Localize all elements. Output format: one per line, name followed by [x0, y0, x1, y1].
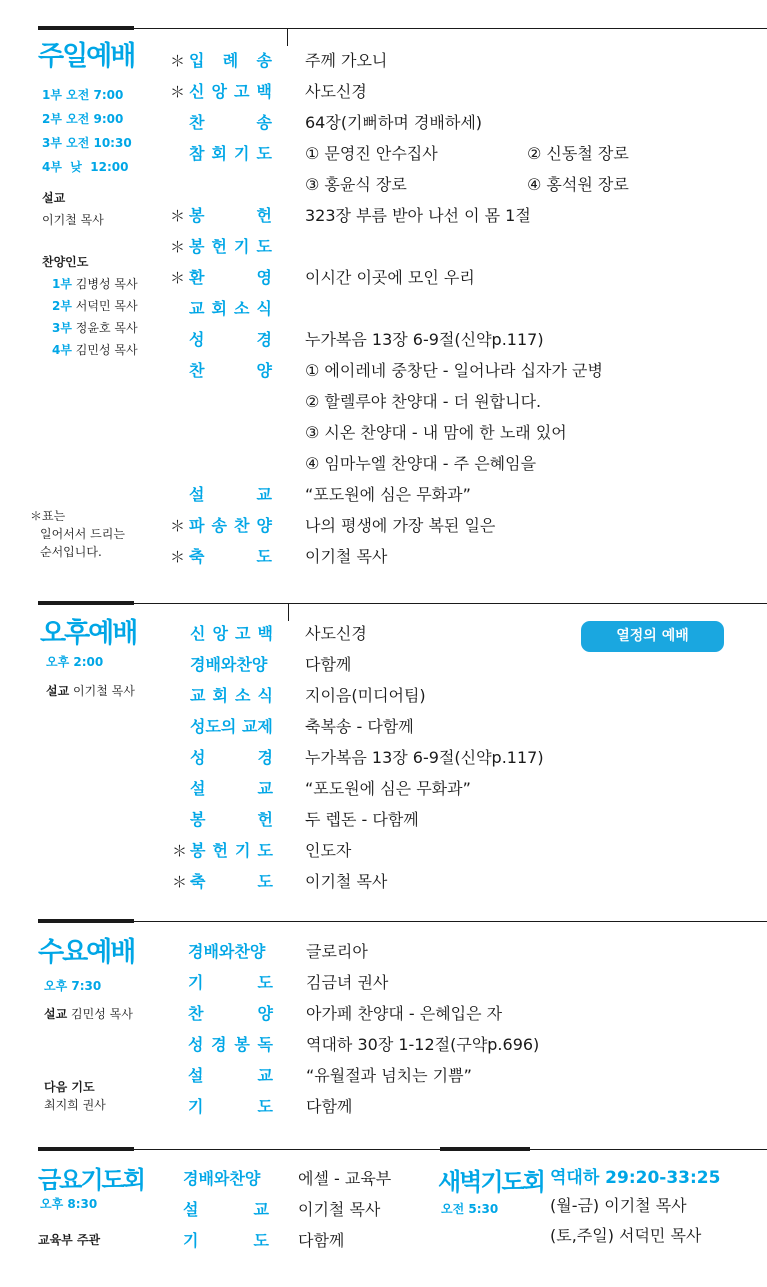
order-item-value: 나의 평생에 가장 복된 일은: [305, 516, 496, 535]
order-item-label: 교 회 소 식: [189, 299, 272, 318]
order-item-label: 성 경: [189, 330, 272, 349]
wednesday-time: 오후 7:30: [44, 979, 102, 993]
order-item-label: 설 교: [189, 485, 272, 504]
standing-note-1: ＊표는: [30, 509, 66, 523]
sermon-label: 설교: [42, 191, 66, 205]
wednesday-title: 수요예배: [38, 937, 135, 968]
section-rule: [134, 603, 767, 604]
afternoon-sermon: 설교 이기철 목사: [46, 684, 135, 698]
order-item-value: 에셀 - 교육부: [298, 1169, 392, 1188]
order-item-label: 참 회 기 도: [189, 144, 272, 163]
order-item-label: 찬 송: [189, 113, 272, 132]
order-item-value: 지이음(미디어팀): [305, 686, 426, 705]
order-item-label: 기 도: [183, 1231, 269, 1250]
praise-leader-4: 4부 김민성 목사: [52, 343, 138, 357]
order-item-label: 설 교: [188, 1066, 273, 1085]
order-item-value: 사도신경: [305, 82, 367, 101]
afternoon-time: 오후 2:00: [46, 655, 104, 669]
order-item-label: 성 경 봉 독: [188, 1035, 273, 1054]
friday-time: 오후 8:30: [40, 1197, 98, 1211]
order-item-value: 이기철 목사: [298, 1200, 381, 1219]
order-item-value: ② 할렐루야 찬양대 - 더 원합니다.: [305, 392, 542, 411]
order-item-label: 기 도: [188, 1097, 273, 1116]
standing-mark: ＊: [170, 548, 186, 566]
afternoon-title: 오후예배: [40, 618, 137, 649]
section-rule-thick: [38, 601, 134, 605]
dawn-time: 오전 5:30: [441, 1202, 499, 1216]
order-item-value: ③ 홍윤식 장로: [305, 175, 407, 194]
dawn-line-2: (토,주일) 서덕민 목사: [550, 1226, 702, 1245]
section-rule-thick: [38, 919, 134, 923]
order-item-value: 이시간 이곳에 모인 우리: [305, 268, 475, 287]
standing-mark: ＊: [170, 238, 186, 256]
order-item-value: 두 렙돈 - 다함께: [305, 810, 419, 829]
wednesday-sermon: 설교 김민성 목사: [44, 1007, 133, 1021]
order-item-value: 주께 가오니: [305, 51, 388, 70]
order-item-label: 봉 헌: [190, 810, 273, 829]
order-item-label: 경배와찬양: [183, 1169, 261, 1188]
dawn-line-1: (월-금) 이기철 목사: [550, 1196, 687, 1215]
divider-tick: [288, 603, 289, 621]
praise-leader-label: 찬양인도: [42, 255, 89, 269]
order-item-value: 다함께: [305, 655, 352, 674]
order-item-value: ① 문영진 안수집사: [305, 144, 438, 163]
dawn-scripture: 역대하 29:20-33:25: [550, 1168, 721, 1188]
praise-leader-3: 3부 정윤호 목사: [52, 321, 138, 335]
order-item-label: 찬 양: [189, 361, 272, 380]
service-time-1: 1부 오전 7:00: [42, 88, 124, 102]
standing-mark: ＊: [170, 207, 186, 225]
section-rule-thick: [440, 1147, 530, 1151]
order-item-value-secondary: ④ 홍석원 장로: [527, 175, 629, 194]
order-item-label: 봉 헌 기 도: [189, 237, 272, 256]
standing-mark: ＊: [172, 842, 188, 860]
friday-host: 교육부 주관: [38, 1233, 101, 1247]
divider-tick: [287, 28, 288, 46]
order-item-value: 아가페 찬양대 - 은혜입은 자: [306, 1004, 503, 1023]
order-item-value: ① 에이레네 중창단 - 일어나라 십자가 군병: [305, 361, 603, 380]
order-item-label: 성도의 교제: [190, 717, 273, 736]
order-item-value: “포도원에 심은 무화과”: [305, 485, 471, 504]
standing-mark: ＊: [170, 83, 186, 101]
standing-mark: ＊: [170, 517, 186, 535]
order-item-value: “포도원에 심은 무화과”: [305, 779, 471, 798]
friday-title: 금요기도회: [38, 1166, 144, 1194]
service-time-3: 3부 오전 10:30: [42, 136, 132, 150]
praise-leader-2: 2부 서덕민 목사: [52, 299, 138, 313]
order-item-value: 이기철 목사: [305, 872, 388, 891]
order-item-label: 설 교: [183, 1200, 269, 1219]
order-item-label: 봉 헌: [189, 206, 272, 225]
order-item-value: 사도신경: [305, 624, 367, 643]
order-item-value: 누가복음 13장 6-9절(신약p.117): [305, 330, 544, 349]
order-item-label: 파 송 찬 양: [189, 516, 272, 535]
order-item-value: “유월절과 넘치는 기쁨”: [306, 1066, 472, 1085]
order-item-label: 환 영: [189, 268, 272, 287]
order-item-value: 다함께: [306, 1097, 353, 1116]
order-item-label: 봉 헌 기 도: [190, 841, 273, 860]
order-item-value: 64장(기뻐하며 경배하세): [305, 113, 483, 132]
order-item-label: 입 례 송: [189, 51, 272, 70]
order-item-value: 이기철 목사: [305, 547, 388, 566]
sermon-name: 이기철 목사: [42, 213, 104, 227]
order-item-label: 찬 양: [188, 1004, 273, 1023]
section-rule-thick: [38, 26, 134, 30]
section-rule: [134, 28, 767, 29]
order-item-value: 323장 부름 받아 나선 이 몸 1절: [305, 206, 531, 225]
standing-mark: ＊: [172, 873, 188, 891]
order-item-label: 교 회 소 식: [190, 686, 273, 705]
dawn-title: 새벽기도회: [438, 1168, 544, 1196]
praise-leader-1: 1부 김병성 목사: [52, 277, 138, 291]
order-item-value-secondary: ② 신동철 장로: [527, 144, 629, 163]
order-item-label: 신 앙 고 백: [189, 82, 272, 101]
order-item-label: 설 교: [190, 779, 273, 798]
order-item-label: 경배와찬양: [190, 655, 268, 674]
standing-mark: ＊: [170, 52, 186, 70]
next-prayer-label: 다음 기도: [44, 1080, 95, 1094]
order-item-label: 경배와찬양: [188, 942, 266, 961]
order-item-value: ④ 임마누엘 찬양대 - 주 은혜임을: [305, 454, 537, 473]
passion-worship-badge: 열정의 예배: [581, 621, 724, 652]
order-item-label: 축 도: [190, 872, 273, 891]
order-item-value: 누가복음 13장 6-9절(신약p.117): [305, 748, 544, 767]
order-item-label: 축 도: [189, 547, 272, 566]
order-item-value: 역대하 30장 1-12절(구약p.696): [306, 1035, 540, 1054]
standing-mark: ＊: [170, 269, 186, 287]
order-item-value: 글로리아: [306, 942, 368, 961]
section-rule: [134, 921, 767, 922]
sunday-title: 주일예배: [38, 41, 135, 72]
order-item-value: 인도자: [305, 841, 352, 860]
order-item-label: 기 도: [188, 973, 273, 992]
section-rule-thick: [38, 1147, 134, 1151]
next-prayer-name: 최지희 권사: [44, 1098, 106, 1112]
order-item-value: 김금녀 권사: [306, 973, 389, 992]
order-item-value: 축복송 - 다함께: [305, 717, 414, 736]
order-item-label: 성 경: [190, 748, 273, 767]
standing-note-3: 순서입니다.: [40, 545, 102, 559]
service-time-2: 2부 오전 9:00: [42, 112, 124, 126]
service-time-4: 4부 낮 12:00: [42, 160, 129, 174]
standing-note-2: 일어서서 드리는: [40, 527, 125, 541]
order-item-value: ③ 시온 찬양대 - 내 맘에 한 노래 있어: [305, 423, 567, 442]
order-item-value: 다함께: [298, 1231, 345, 1250]
order-item-label: 신 앙 고 백: [190, 624, 273, 643]
